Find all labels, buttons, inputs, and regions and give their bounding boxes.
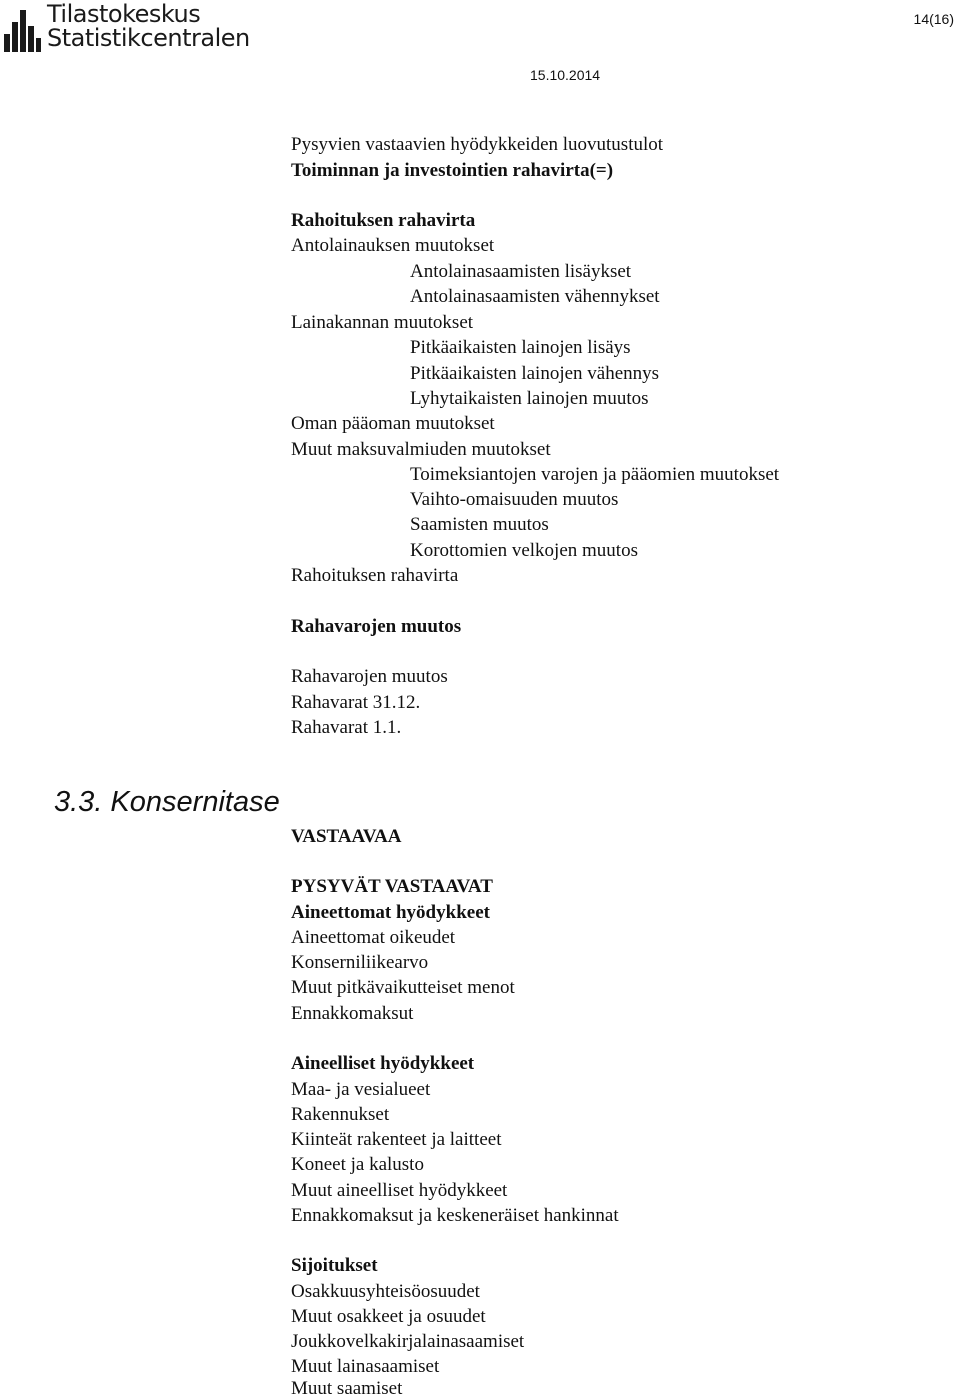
text-line: Antolainasaamisten lisäykset: [410, 261, 632, 282]
logo-text: [47, 2, 250, 50]
text-line: Muut lainasaamiset: [291, 1356, 440, 1377]
text-line: Konserniliikearvo: [291, 952, 429, 973]
text-line: Rahavarat 1.1.: [291, 717, 402, 738]
text-line: Muut osakkeet ja osuudet: [291, 1306, 486, 1327]
section-heading: 3.3. Konsernitase: [54, 786, 280, 818]
text-line: Muut aineelliset hyödykkeet: [291, 1180, 508, 1201]
logo: [0, 0, 260, 58]
logo-line-1: Tilastokeskus: [47, 0, 201, 28]
text-line: Antolainauksen muutokset: [291, 235, 495, 256]
text-line: PYSYVÄT VASTAAVAT: [291, 876, 493, 897]
text-line: Pitkäaikaisten lainojen vähennys: [410, 363, 660, 384]
text-line: Maa- ja vesialueet: [291, 1079, 431, 1100]
text-line: Ennakkomaksut ja keskeneräiset hankinnat: [291, 1205, 619, 1226]
text-line: Ennakkomaksut: [291, 1003, 414, 1024]
text-line: Toiminnan ja investointien rahavirta(=): [291, 160, 614, 181]
text-line: Lyhytaikaisten lainojen muutos: [410, 388, 649, 409]
text-line: Aineettomat hyödykkeet: [291, 902, 490, 923]
text-line: Rahoituksen rahavirta: [291, 565, 459, 586]
text-line: Rakennukset: [291, 1104, 390, 1125]
text-line: Muut pitkävaikutteiset menot: [291, 977, 515, 998]
text-line: Saamisten muutos: [410, 514, 549, 535]
text-line: Kiinteät rakenteet ja laitteet: [291, 1129, 502, 1150]
text-line: Korottomien velkojen muutos: [410, 540, 638, 561]
text-line: Aineettomat oikeudet: [291, 927, 456, 948]
text-line: Sijoitukset: [291, 1255, 378, 1276]
text-line: Rahavarojen muutos: [291, 666, 448, 687]
text-line: Toimeksiantojen varojen ja pääomien muutokset: [410, 464, 780, 485]
document-date: 15.10.2014: [530, 67, 601, 83]
text-line: Muut maksuvalmiuden muutokset: [291, 439, 551, 460]
text-line: Rahavarat 31.12.: [291, 692, 421, 713]
text-line: Muut saamiset: [291, 1378, 403, 1399]
logo-line-2: Statistikcentralen: [47, 24, 250, 52]
text-line: Joukkovelkakirjalainasaamiset: [291, 1331, 525, 1352]
text-line: Aineelliset hyödykkeet: [291, 1053, 475, 1074]
text-line: Pitkäaikaisten lainojen lisäys: [410, 337, 631, 358]
statistics-logo-icon: [2, 4, 42, 54]
text-line: Oman pääoman muutokset: [291, 413, 495, 434]
text-line: Lainakannan muutokset: [291, 312, 474, 333]
text-line: Osakkuusyhteisöosuudet: [291, 1281, 480, 1302]
text-line: VASTAAVAA: [291, 826, 402, 847]
text-line: Koneet ja kalusto: [291, 1154, 424, 1175]
text-line: Rahavarojen muutos: [291, 616, 462, 637]
text-line: Vaihto-omaisuuden muutos: [410, 489, 619, 510]
text-line: Antolainasaamisten vähennykset: [410, 286, 660, 307]
text-line: Rahoituksen rahavirta: [291, 210, 476, 231]
page-number: 14(16): [913, 11, 954, 27]
text-line: Pysyvien vastaavien hyödykkeiden luovutustulot: [291, 134, 664, 155]
